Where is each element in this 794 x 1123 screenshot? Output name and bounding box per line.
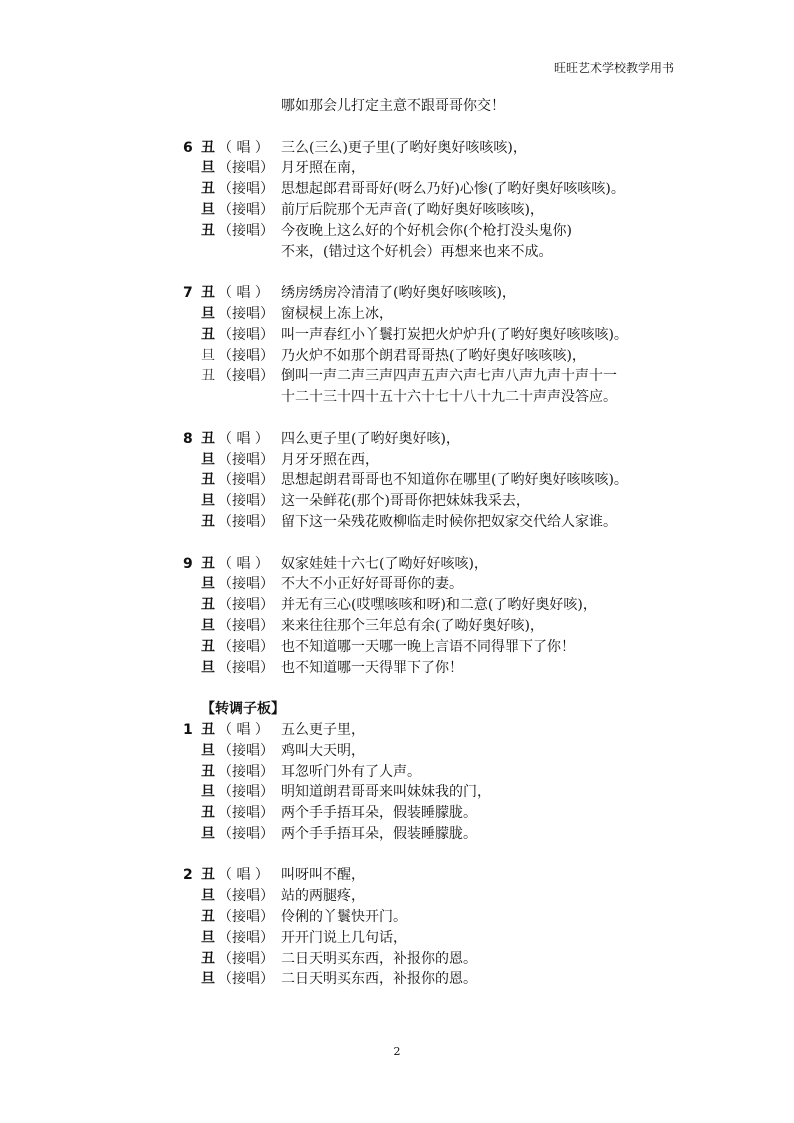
singing-mode: （接唱） [218, 160, 274, 177]
role-label: 丑 [201, 222, 215, 239]
lyric-text: 二日天明买东西，补报你的恩。 [281, 950, 477, 967]
lyric-text: 窗棂棂上冻上冰， [281, 305, 393, 322]
lyric-line [0, 949, 794, 970]
lyric-text: 思想起郎君哥哥好(呀么乃好)心惨(了哟好奥好咳咳咳)。 [281, 181, 625, 198]
lyric-text: 前厅后院那个无声音(了呦好奥好咳咳咳)， [281, 201, 544, 218]
singing-mode: （接唱） [218, 576, 274, 593]
lyric-line [0, 221, 794, 242]
singing-mode: （接唱） [218, 929, 274, 946]
singing-mode: （接唱） [218, 451, 274, 468]
role-label: 旦 [201, 659, 215, 676]
verse-number: 2 [183, 867, 193, 884]
section-gap [0, 117, 794, 138]
singing-mode: （ 唱 ） [218, 867, 269, 884]
lyric-line [0, 429, 794, 450]
lyrics-content [0, 96, 794, 990]
lyric-line [0, 574, 794, 595]
lyric-line [0, 720, 794, 741]
lyric-line [0, 824, 794, 845]
lyric-text: 哪如那会儿打定主意不跟哥哥你交！ [281, 98, 505, 114]
singing-mode: （接唱） [218, 222, 274, 239]
singing-mode: （接唱） [218, 201, 274, 218]
lyric-text: 月牙牙照在西， [281, 451, 379, 468]
role-label: 旦 [201, 576, 215, 593]
lyric-line [0, 366, 794, 387]
singing-mode: （接唱） [218, 347, 274, 364]
section-title-text: 【转调子板】 [201, 701, 285, 718]
lyric-text: 也不知道哪一天得罪下了你！ [281, 659, 463, 676]
role-label: 旦 [201, 617, 215, 634]
role-label: 丑 [201, 950, 215, 967]
lyric-text: 绣房绣房冷清清了(哟好奥好咳咳咳)， [281, 285, 516, 302]
lyric-line [0, 741, 794, 762]
role-label: 旦 [201, 742, 215, 759]
singing-mode: （接唱） [218, 950, 274, 967]
lyric-line [0, 470, 794, 491]
role-label: 旦 [201, 784, 215, 801]
lyric-line [0, 304, 794, 325]
lyric-text: 并无有三心(哎嘿咳咳和呀)和二意(了哟好奥好咳)， [281, 597, 597, 614]
role-label: 丑 [201, 368, 215, 385]
lyric-line [0, 387, 794, 408]
lyric-line [0, 158, 794, 179]
role-label: 丑 [201, 555, 215, 572]
lyric-line [0, 886, 794, 907]
lyric-text: 不来，(错过这个好机会）再想来也来不成。 [281, 243, 553, 260]
role-label: 丑 [201, 513, 215, 530]
section-title [0, 699, 794, 720]
lyric-line [0, 179, 794, 200]
lyric-text: 开开门说上几句话， [281, 929, 407, 946]
lyric-text: 倒叫一声二声三声四声五声六声七声八声九声十声十一 [281, 368, 617, 385]
lyric-line [0, 346, 794, 367]
verse-number: 6 [183, 139, 193, 156]
singing-mode: （接唱） [218, 763, 274, 780]
singing-mode: （接唱） [218, 825, 274, 842]
lyric-text: 叫呀叫不醒， [281, 867, 365, 884]
singing-mode: （接唱） [218, 368, 274, 385]
singing-mode: （接唱） [218, 181, 274, 198]
lyric-line [0, 928, 794, 949]
lyric-line [0, 96, 794, 117]
verse-number: 9 [183, 555, 193, 572]
section-gap [0, 408, 794, 429]
role-label: 旦 [201, 971, 215, 988]
lyric-text: 叫一声春红小丫鬟打炭把火炉炉升(了哟好奥好咳咳咳)。 [281, 326, 628, 343]
lyric-text: 站的两腿疼， [281, 888, 365, 905]
lyric-text: 月牙照在南， [281, 160, 365, 177]
lyric-line [0, 637, 794, 658]
lyric-text: 四么更子里(了哟好奥好咳)， [281, 430, 460, 447]
section-gap [0, 262, 794, 283]
role-label: 丑 [201, 721, 215, 738]
lyric-text: 二日天明买东西，补报你的恩。 [281, 971, 477, 988]
verse-number: 7 [183, 285, 193, 302]
lyric-text: 伶俐的丫鬟快开门。 [281, 909, 407, 926]
role-label: 丑 [201, 805, 215, 822]
verse-number: 1 [183, 721, 193, 738]
singing-mode: （ 唱 ） [218, 430, 269, 447]
role-label: 旦 [201, 305, 215, 322]
singing-mode: （接唱） [218, 638, 274, 655]
lyric-line [0, 595, 794, 616]
role-label: 丑 [201, 638, 215, 655]
section-gap [0, 845, 794, 866]
lyric-text: 奴家娃娃十六七(了呦好好咳咳)， [281, 555, 488, 572]
lyric-line [0, 616, 794, 637]
lyric-line [0, 658, 794, 679]
lyric-text: 两个手手捂耳朵，假装睡朦胧。 [281, 805, 477, 822]
role-label: 旦 [201, 347, 215, 364]
lyric-line [0, 782, 794, 803]
singing-mode: （ 唱 ） [218, 721, 269, 738]
lyric-text: 三么(三么)更子里(了哟好奥好咳咳咳)， [281, 139, 527, 156]
singing-mode: （接唱） [218, 597, 274, 614]
role-label: 旦 [201, 825, 215, 842]
lyric-text: 不大不小正好好哥哥你的妻。 [281, 576, 463, 593]
lyric-text: 十二十三十四十五十六十七十八十九二十声声没答应。 [281, 389, 617, 406]
lyric-text: 鸡叫大天明， [281, 742, 365, 759]
lyric-line [0, 907, 794, 928]
lyric-text: 耳忽听门外有了人声。 [281, 763, 421, 780]
role-label: 丑 [201, 430, 215, 447]
singing-mode: （接唱） [218, 617, 274, 634]
singing-mode: （接唱） [218, 742, 274, 759]
lyric-line [0, 762, 794, 783]
role-label: 丑 [201, 181, 215, 198]
singing-mode: （接唱） [218, 888, 274, 905]
role-label: 旦 [201, 451, 215, 468]
verse-number: 8 [183, 430, 193, 447]
section-gap [0, 533, 794, 554]
lyric-text: 这一朵鲜花(那个)哥哥你把妹妹我采去， [281, 493, 530, 510]
singing-mode: （接唱） [218, 784, 274, 801]
lyric-text: 两个手手捂耳朵，假装睡朦胧。 [281, 825, 477, 842]
role-label: 丑 [201, 867, 215, 884]
lyric-line [0, 325, 794, 346]
singing-mode: （接唱） [218, 493, 274, 510]
page-header: 旺旺艺术学校教学用书 [553, 61, 674, 75]
lyric-text: 留下这一朵残花败柳临走时候你把奴家交代给人家谁。 [281, 513, 617, 530]
lyric-line [0, 512, 794, 533]
lyric-line [0, 803, 794, 824]
lyric-text: 五么更子里， [281, 721, 365, 738]
singing-mode: （接唱） [218, 326, 274, 343]
role-label: 旦 [201, 201, 215, 218]
lyric-line [0, 200, 794, 221]
singing-mode: （接唱） [218, 659, 274, 676]
role-label: 丑 [201, 763, 215, 780]
lyric-line [0, 865, 794, 886]
lyric-line [0, 283, 794, 304]
lyric-line [0, 138, 794, 159]
role-label: 丑 [201, 597, 215, 614]
singing-mode: （接唱） [218, 513, 274, 530]
role-label: 旦 [201, 160, 215, 177]
singing-mode: （接唱） [218, 805, 274, 822]
singing-mode: （接唱） [218, 909, 274, 926]
lyric-text: 今夜晚上这么好的个好机会你(个枪打没头鬼你) [281, 222, 572, 239]
role-label: 旦 [201, 929, 215, 946]
lyric-line [0, 242, 794, 263]
lyric-text: 明知道朗君哥哥来叫妹妹我的门， [281, 784, 491, 801]
singing-mode: （ 唱 ） [218, 285, 269, 302]
role-label: 旦 [201, 888, 215, 905]
lyric-text: 来来往往那个三年总有余(了呦好奥好咳)， [281, 617, 544, 634]
singing-mode: （接唱） [218, 305, 274, 322]
section-gap [0, 678, 794, 699]
role-label: 丑 [201, 326, 215, 343]
page-number: 2 [393, 1045, 401, 1058]
role-label: 丑 [201, 472, 215, 489]
singing-mode: （ 唱 ） [218, 555, 269, 572]
singing-mode: （ 唱 ） [218, 139, 269, 156]
singing-mode: （接唱） [218, 472, 274, 489]
lyric-line [0, 554, 794, 575]
lyric-text: 思想起朗君哥哥也不知道你在哪里(了哟好奥好咳咳咳)。 [281, 472, 628, 489]
lyric-line [0, 491, 794, 512]
singing-mode: （接唱） [218, 971, 274, 988]
lyric-text: 也不知道哪一天哪一晚上言语不同得罪下了你！ [281, 638, 575, 655]
role-label: 丑 [201, 285, 215, 302]
role-label: 旦 [201, 493, 215, 510]
role-label: 丑 [201, 139, 215, 156]
lyric-text: 乃火炉不如那个朗君哥哥热(了哟好奥好咳咳咳)， [281, 347, 586, 364]
lyric-line [0, 450, 794, 471]
role-label: 丑 [201, 909, 215, 926]
lyric-line [0, 969, 794, 990]
